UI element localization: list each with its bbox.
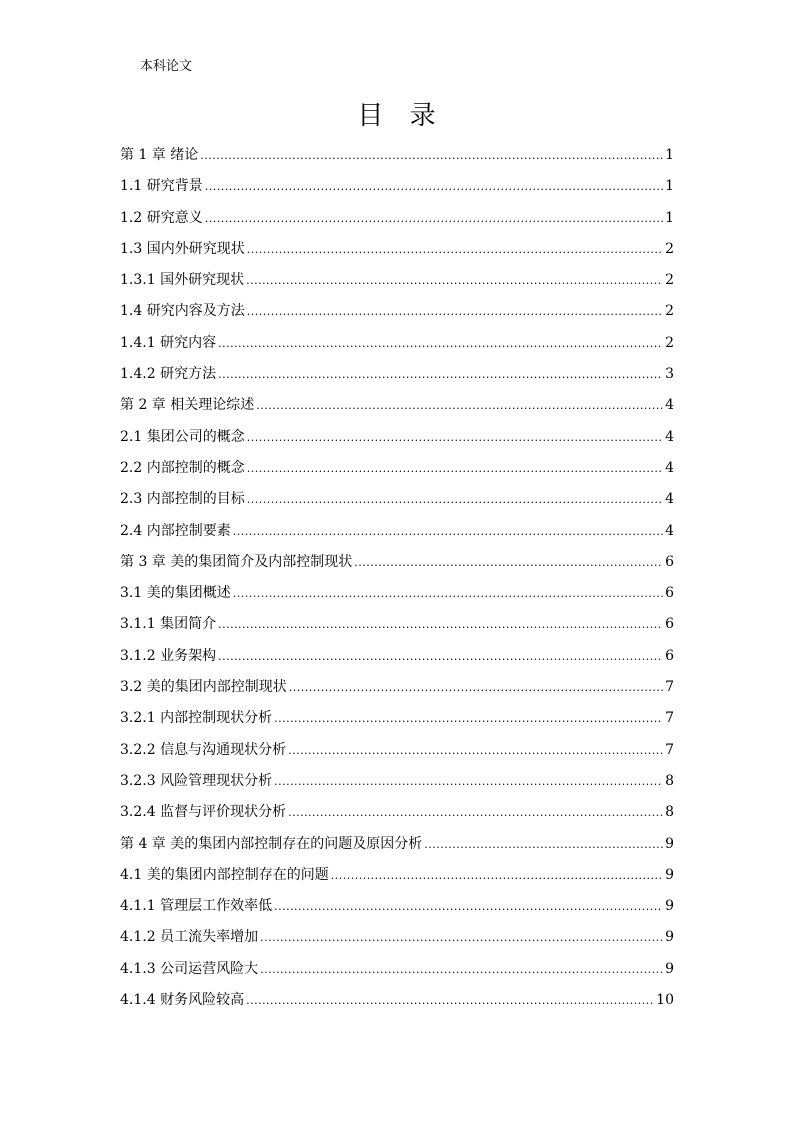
toc-entry-page-number: 4 bbox=[665, 428, 674, 445]
toc-entry[interactable] bbox=[120, 893, 674, 924]
toc-entry-page-number: 9 bbox=[665, 835, 674, 852]
toc-dot-leader bbox=[247, 456, 663, 482]
toc-dot-leader bbox=[247, 487, 663, 513]
toc-entry-page-number: 6 bbox=[665, 585, 674, 602]
toc-entry-label: 3.2.1 内部控制现状分析 bbox=[120, 710, 273, 727]
toc-dot-leader bbox=[331, 863, 663, 889]
toc-entry-label: 3.2.2 信息与沟通现状分析 bbox=[120, 741, 287, 758]
toc-entry-page-number: 7 bbox=[665, 741, 674, 758]
toc-dot-leader bbox=[233, 581, 663, 607]
toc-entry-label: 3.2.4 监督与评价现状分析 bbox=[120, 804, 287, 821]
page-header: 本科论文 bbox=[140, 59, 193, 74]
toc-entry-page-number: 2 bbox=[665, 272, 674, 289]
toc-entry-label: 1.3 国内外研究现状 bbox=[120, 240, 245, 257]
toc-dot-leader bbox=[288, 800, 663, 826]
toc-entry-page-number: 2 bbox=[665, 334, 674, 351]
toc-entry-page-number: 1 bbox=[665, 178, 674, 195]
toc-dot-leader bbox=[274, 706, 663, 732]
toc-entry-page-number: 2 bbox=[665, 303, 674, 320]
toc-dot-leader bbox=[246, 988, 654, 1014]
toc-entry-label: 2.1 集团公司的概念 bbox=[120, 428, 245, 445]
toc-entry[interactable] bbox=[120, 173, 674, 204]
toc-entry[interactable] bbox=[120, 205, 674, 236]
toc-entry-label: 4.1.3 公司运营风险大 bbox=[120, 960, 259, 977]
toc-entry-label: 1.1 研究背景 bbox=[120, 178, 203, 195]
toc-entry[interactable] bbox=[120, 799, 674, 830]
toc-entry-page-number: 3 bbox=[665, 366, 674, 383]
toc-entry[interactable] bbox=[120, 611, 674, 642]
toc-entry[interactable] bbox=[120, 518, 674, 549]
toc-entry[interactable] bbox=[120, 643, 674, 674]
toc-entry-page-number: 9 bbox=[665, 929, 674, 946]
toc-dot-leader bbox=[205, 174, 663, 200]
toc-entry-label: 1.4.1 研究内容 bbox=[120, 334, 217, 351]
toc-entry-label: 1.2 研究意义 bbox=[120, 209, 203, 226]
toc-entry-label: 第 4 章 美的集团内部控制存在的问题及原因分析 bbox=[120, 835, 423, 852]
toc-entry-label: 3.1 美的集团概述 bbox=[120, 585, 231, 602]
toc-entry[interactable] bbox=[120, 737, 674, 768]
toc-entry[interactable] bbox=[120, 361, 674, 392]
table-of-contents bbox=[120, 142, 674, 1018]
toc-dot-leader bbox=[256, 393, 663, 419]
toc-entry-label: 第 1 章 绪论 bbox=[120, 147, 199, 163]
toc-entry-label: 第 3 章 美的集团简介及内部控制现状 bbox=[120, 553, 353, 570]
toc-entry-page-number: 8 bbox=[665, 804, 674, 821]
toc-entry-page-number: 4 bbox=[665, 491, 674, 508]
toc-entry[interactable] bbox=[120, 987, 674, 1018]
toc-dot-leader bbox=[218, 362, 663, 388]
toc-entry-label: 4.1.1 管理层工作效率低 bbox=[120, 898, 273, 915]
toc-entry-label: 2.3 内部控制的目标 bbox=[120, 491, 245, 508]
toc-entry-page-number: 9 bbox=[665, 898, 674, 915]
toc-entry[interactable] bbox=[120, 924, 674, 955]
toc-entry-page-number: 9 bbox=[665, 866, 674, 883]
toc-entry[interactable] bbox=[120, 580, 674, 611]
toc-entry-page-number: 6 bbox=[665, 647, 674, 664]
toc-entry-label: 3.2.3 风险管理现状分析 bbox=[120, 772, 273, 789]
toc-entry-page-number: 4 bbox=[665, 397, 674, 414]
toc-dot-leader bbox=[205, 206, 663, 232]
toc-entry[interactable] bbox=[120, 768, 674, 799]
toc-entry-label: 1.4 研究内容及方法 bbox=[120, 303, 245, 320]
toc-entry-label: 3.2 美的集团内部控制现状 bbox=[120, 679, 287, 696]
toc-dot-leader bbox=[247, 425, 663, 451]
toc-entry[interactable] bbox=[120, 267, 674, 298]
toc-dot-leader bbox=[354, 550, 663, 576]
toc-entry-page-number: 7 bbox=[665, 710, 674, 727]
toc-dot-leader bbox=[260, 957, 663, 983]
toc-dot-leader bbox=[218, 644, 663, 670]
toc-title: 目 录 bbox=[357, 101, 436, 131]
toc-entry-page-number: 9 bbox=[665, 960, 674, 977]
toc-dot-leader bbox=[274, 894, 663, 920]
toc-entry[interactable] bbox=[120, 392, 674, 423]
toc-entry[interactable] bbox=[120, 298, 674, 329]
toc-dot-leader bbox=[424, 832, 663, 858]
toc-entry-label: 4.1.4 财务风险较高 bbox=[120, 992, 245, 1009]
toc-dot-leader bbox=[260, 925, 663, 951]
toc-entry[interactable] bbox=[120, 486, 674, 517]
toc-dot-leader bbox=[247, 299, 663, 325]
toc-entry-label: 2.2 内部控制的概念 bbox=[120, 459, 245, 476]
toc-entry[interactable] bbox=[120, 424, 674, 455]
toc-entry[interactable] bbox=[120, 831, 674, 862]
toc-entry[interactable] bbox=[120, 956, 674, 987]
toc-entry-page-number: 7 bbox=[665, 679, 674, 696]
toc-dot-leader bbox=[247, 237, 663, 263]
toc-dot-leader bbox=[233, 519, 663, 545]
toc-dot-leader bbox=[246, 268, 663, 294]
toc-entry[interactable] bbox=[120, 549, 674, 580]
toc-entry-page-number: 2 bbox=[665, 240, 674, 257]
toc-entry-page-number: 6 bbox=[665, 553, 674, 570]
toc-entry-label: 3.1.2 业务架构 bbox=[120, 647, 217, 664]
toc-entry-page-number: 6 bbox=[665, 616, 674, 633]
toc-dot-leader bbox=[218, 612, 663, 638]
toc-dot-leader bbox=[288, 738, 663, 764]
toc-entry-page-number: 4 bbox=[665, 522, 674, 539]
toc-entry-page-number: 1 bbox=[665, 209, 674, 226]
toc-entry[interactable] bbox=[120, 705, 674, 736]
toc-entry[interactable] bbox=[120, 236, 674, 267]
toc-entry-label: 1.3.1 国外研究现状 bbox=[120, 272, 245, 289]
toc-entry-label: 4.1 美的集团内部控制存在的问题 bbox=[120, 866, 329, 883]
toc-entry[interactable] bbox=[120, 330, 674, 361]
toc-entry-page-number: 8 bbox=[665, 772, 674, 789]
toc-dot-leader bbox=[218, 331, 663, 357]
toc-entry-label: 1.4.2 研究方法 bbox=[120, 366, 217, 383]
toc-dot-leader bbox=[274, 769, 663, 795]
toc-entry-label: 2.4 内部控制要素 bbox=[120, 522, 231, 539]
toc-dot-leader bbox=[200, 143, 663, 169]
toc-entry[interactable] bbox=[120, 455, 674, 486]
toc-entry-page-number: 4 bbox=[665, 459, 674, 476]
toc-entry-label: 3.1.1 集团简介 bbox=[120, 616, 217, 633]
toc-entry[interactable] bbox=[120, 862, 674, 893]
toc-entry[interactable] bbox=[120, 142, 674, 173]
toc-entry-page-number: 10 bbox=[656, 992, 674, 1009]
toc-entry-page-number: 1 bbox=[665, 147, 674, 163]
toc-entry-label: 4.1.2 员工流失率增加 bbox=[120, 929, 259, 946]
toc-entry[interactable] bbox=[120, 674, 674, 705]
toc-dot-leader bbox=[289, 675, 663, 701]
toc-entry-label: 第 2 章 相关理论综述 bbox=[120, 397, 255, 414]
